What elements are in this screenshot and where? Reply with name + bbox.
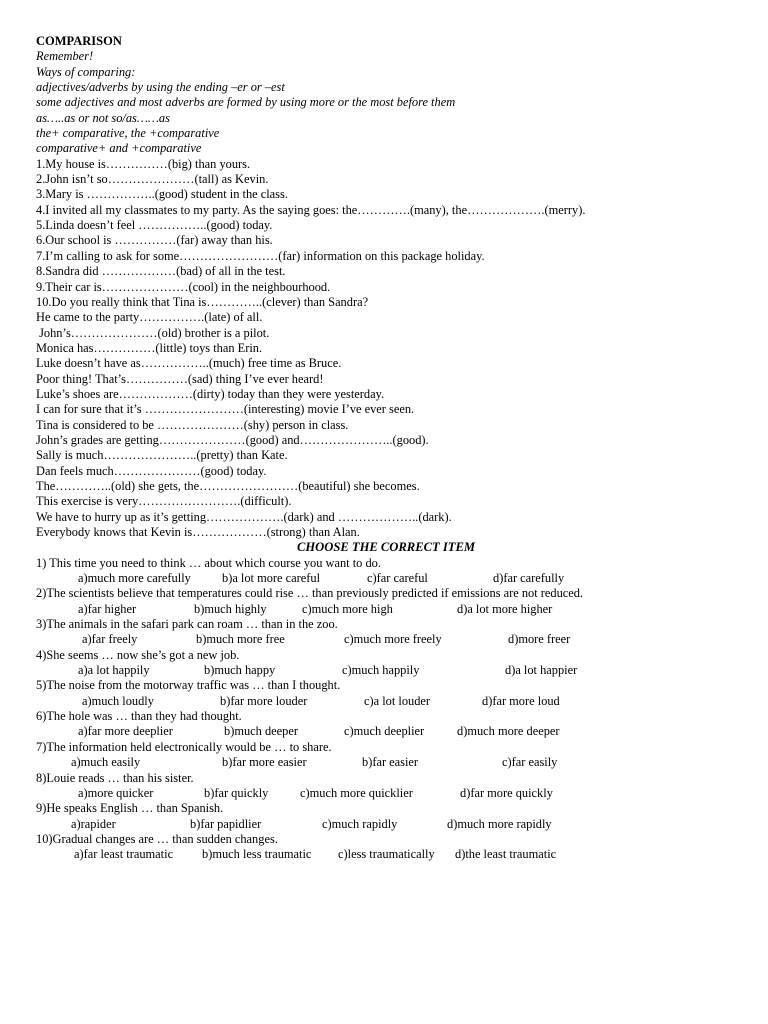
question: 8)Louie reads … than his sister. <box>36 770 194 785</box>
exercise-sentence: 10.Do you really think that Tina is…………..(clever) than Sandra? <box>36 294 369 309</box>
question: 6)The hole was … than they had thought. <box>36 709 242 724</box>
option: d)more freer <box>508 632 571 647</box>
options-row <box>36 602 736 617</box>
worksheet-page <box>36 34 736 863</box>
option: b)much deeper <box>224 724 298 739</box>
exercise-sentence: 3.Mary is ……………..(good) student in the class. <box>36 187 288 202</box>
option: a)much more carefully <box>78 571 191 586</box>
remember-line: adjectives/adverbs by using the ending –er or –est <box>36 80 285 95</box>
option: c)much deeplier <box>344 724 425 739</box>
remember-line: Ways of comparing: <box>36 64 136 79</box>
option: a)far more deeplier <box>78 724 173 739</box>
section-title: CHOOSE THE CORRECT ITEM <box>296 540 476 555</box>
exercise-sentence: I can for sure that it’s ……………………(interesting) movie I’ve ever seen. <box>36 402 415 417</box>
option: d)far carefully <box>493 571 565 586</box>
option: d)far more loud <box>482 693 560 708</box>
option: b)much happy <box>204 663 276 678</box>
option: a)far freely <box>82 632 138 647</box>
option: b)much highly <box>194 601 267 616</box>
exercise-sentence: Luke’s shoes are………………(dirty) today than they were yesterday. <box>36 386 385 401</box>
options-row <box>36 571 736 586</box>
question: 5)The noise from the motorway traffic was … than I thought. <box>36 678 341 693</box>
exercise-sentence: John’s grades are getting…………………(good) and…………………..(good). <box>36 432 429 447</box>
option: b)far papidlier <box>190 816 262 831</box>
options-row <box>36 847 736 862</box>
option: b)far quickly <box>204 785 269 800</box>
options-row <box>36 724 736 739</box>
exercise-2 <box>36 556 736 863</box>
question: 7)The information held electronically would be … to share. <box>36 739 332 754</box>
exercise-sentence: Poor thing! That’s……………(sad) thing I’ve ever heard! <box>36 371 324 386</box>
option: d)a lot happier <box>505 663 578 678</box>
exercise-sentence: He came to the party…………….(late) of all. <box>36 310 263 325</box>
question: 3)The animals in the safari park can roam … than in the zoo. <box>36 617 338 632</box>
option: c)much rapidly <box>322 816 398 831</box>
option: b)far easier <box>362 755 419 770</box>
option: d)much more rapidly <box>447 816 552 831</box>
remember-box <box>36 49 736 156</box>
option: c)less traumatically <box>338 847 435 862</box>
exercise-sentence: This exercise is very…………………….(difficult). <box>36 494 292 509</box>
exercise-1 <box>36 157 736 541</box>
exercise-sentence: The…………..(old) she gets, the……………………(beautiful) she becomes. <box>36 478 420 493</box>
option: d)much more deeper <box>457 724 560 739</box>
option: a)more quicker <box>78 785 154 800</box>
option: d)a lot more higher <box>457 601 553 616</box>
remember-line: some adjectives and most adverbs are formed by using more or the most before them <box>36 95 456 110</box>
option: c)much more high <box>302 601 393 616</box>
exercise-sentence: 4.I invited all my classmates to my party. As the saying goes: the………….(many), the……………….(merry). <box>36 202 586 217</box>
remember-line: as…..as or not so/as……as <box>36 110 170 125</box>
exercise-sentence: Everybody knows that Kevin is………………(strong) than Alan. <box>36 525 360 539</box>
options-row <box>36 632 736 647</box>
options-row <box>36 694 736 709</box>
option: b)much less traumatic <box>202 847 312 862</box>
exercise-sentence: We have to hurry up as it’s getting……………….(dark) and ………………..(dark). <box>36 509 452 524</box>
remember-line: Remember! <box>36 49 94 64</box>
option: c)much more freely <box>344 632 442 647</box>
option: a)far higher <box>78 601 137 616</box>
question: 9)He speaks English … than Spanish. <box>36 801 224 816</box>
exercise-sentence: 9.Their car is…………………(cool) in the neighbourhood. <box>36 279 331 294</box>
option: c)far careful <box>367 571 428 586</box>
exercise-sentence: Luke doesn’t have as……………..(much) free time as Bruce. <box>36 356 342 371</box>
question: 2)The scientists believe that temperatures could rise … than previously predicted if emissions are not reduced. <box>36 586 584 601</box>
exercise-sentence: 6.Our school is ……………(far) away than his. <box>36 233 273 248</box>
option: a)rapider <box>71 816 116 831</box>
exercise-sentence: John’s…………………(old) brother is a pilot. <box>36 325 270 340</box>
options-row <box>36 663 736 678</box>
option: c)much happily <box>342 663 420 678</box>
question: 4)She seems … now she’s got a new job. <box>36 647 240 662</box>
options-row <box>36 786 736 801</box>
options-row <box>36 755 736 770</box>
remember-line: the+ comparative, the +comparative <box>36 126 220 141</box>
option: b)much more free <box>196 632 285 647</box>
remember-line: comparative+ and +comparative <box>36 141 202 156</box>
exercise-sentence: Monica has……………(little) toys than Erin. <box>36 340 263 355</box>
exercise-sentence: Dan feels much…………………(good) today. <box>36 463 267 478</box>
option: c)much more quicklier <box>300 785 413 800</box>
exercise-sentence: 1.My house is……………(big) than yours. <box>36 156 251 171</box>
option: d)far more quickly <box>460 785 553 800</box>
option: a)far least traumatic <box>74 847 174 862</box>
page-title: COMPARISON <box>36 34 122 48</box>
options-row <box>36 817 736 832</box>
exercise-sentence: Sally is much…………………..(pretty) than Kate. <box>36 448 288 463</box>
exercise-sentence: Tina is considered to be …………………(shy) person in class. <box>36 417 349 432</box>
option: b)far more louder <box>220 693 308 708</box>
option: a)much easily <box>71 755 141 770</box>
question: 1) This time you need to think … about which course you want to do. <box>36 555 381 570</box>
option: a)much loudly <box>82 693 154 708</box>
option: c)far easily <box>502 755 558 770</box>
question: 10)Gradual changes are … than sudden changes. <box>36 831 278 846</box>
option: c)a lot louder <box>364 693 431 708</box>
exercise-sentence: 8.Sandra did ………………(bad) of all in the test. <box>36 264 286 279</box>
option: b)far more easier <box>222 755 307 770</box>
exercise-sentence: 2.John isn’t so…………………(tall) as Kevin. <box>36 172 269 187</box>
option: b)a lot more careful <box>222 571 321 586</box>
option: a)a lot happily <box>78 663 150 678</box>
exercise-sentence: 7.I’m calling to ask for some……………………(far) information on this package holiday. <box>36 248 485 263</box>
option: d)the least traumatic <box>455 847 557 862</box>
exercise-sentence: 5.Linda doesn’t feel ……………..(good) today. <box>36 218 273 233</box>
